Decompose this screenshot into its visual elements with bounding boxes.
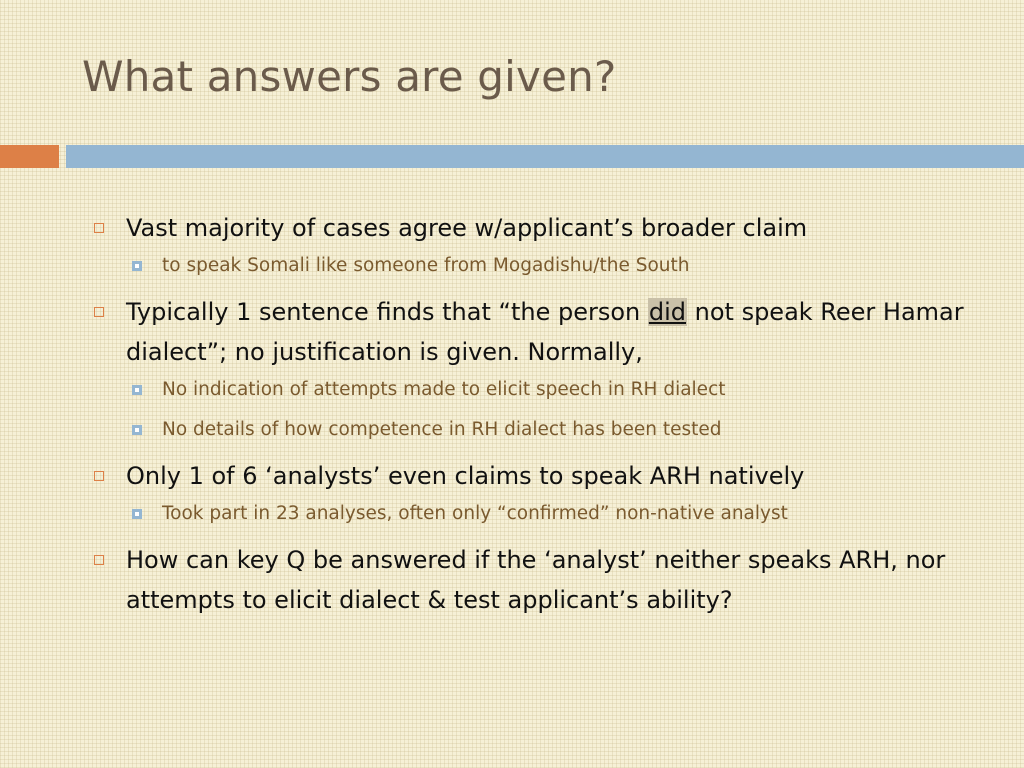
bullet-4: [94, 540, 994, 620]
accent-bar-blue: [66, 145, 1024, 168]
sub-bullet-1-1: [132, 252, 994, 280]
bullet-2-highlight: did: [648, 298, 686, 326]
accent-bar-orange: [0, 145, 59, 168]
bullet-list: [94, 208, 994, 624]
bullet-4-text: How can key Q be answered if the ‘analyst’ neither speaks ARH, nor attempts to elicit dialect & test applicant’s ability?: [126, 546, 946, 614]
sub-bullet-3-1: [132, 500, 994, 528]
sub-bullet-2-1-text: No indication of attempts made to elicit speech in RH dialect: [162, 379, 726, 400]
sub-bullet-1-1-text: to speak Somali like someone from Mogadishu/the South: [162, 255, 690, 276]
slide-title: What answers are given?: [82, 52, 617, 101]
sub-bullet-2-1: [132, 376, 994, 404]
sub-bullet-2-2-text: No details of how competence in RH dialect has been tested: [162, 419, 722, 440]
filled-square-bullet-icon: [132, 385, 142, 395]
sub-bullet-3-1-text: Took part in 23 analyses, often only “confirmed” non-native analyst: [162, 503, 788, 524]
bullet-3-text: Only 1 of 6 ‘analysts’ even claims to speak ARH natively: [126, 462, 805, 490]
bullet-2-text-after: not speak Reer Hamar dialect”; no justification is given. Normally,: [126, 298, 964, 366]
square-bullet-icon: [94, 555, 104, 565]
square-bullet-icon: [94, 471, 104, 481]
filled-square-bullet-icon: [132, 425, 142, 435]
filled-square-bullet-icon: [132, 509, 142, 519]
bullet-3: [94, 456, 994, 496]
bullet-2: [94, 292, 994, 372]
square-bullet-icon: [94, 307, 104, 317]
square-bullet-icon: [94, 223, 104, 233]
bullet-1: [94, 208, 994, 248]
filled-square-bullet-icon: [132, 261, 142, 271]
bullet-2-text-before: Typically 1 sentence finds that “the person: [126, 298, 648, 326]
sub-bullet-2-2: [132, 416, 994, 444]
bullet-1-text: Vast majority of cases agree w/applicant’s broader claim: [126, 214, 808, 242]
